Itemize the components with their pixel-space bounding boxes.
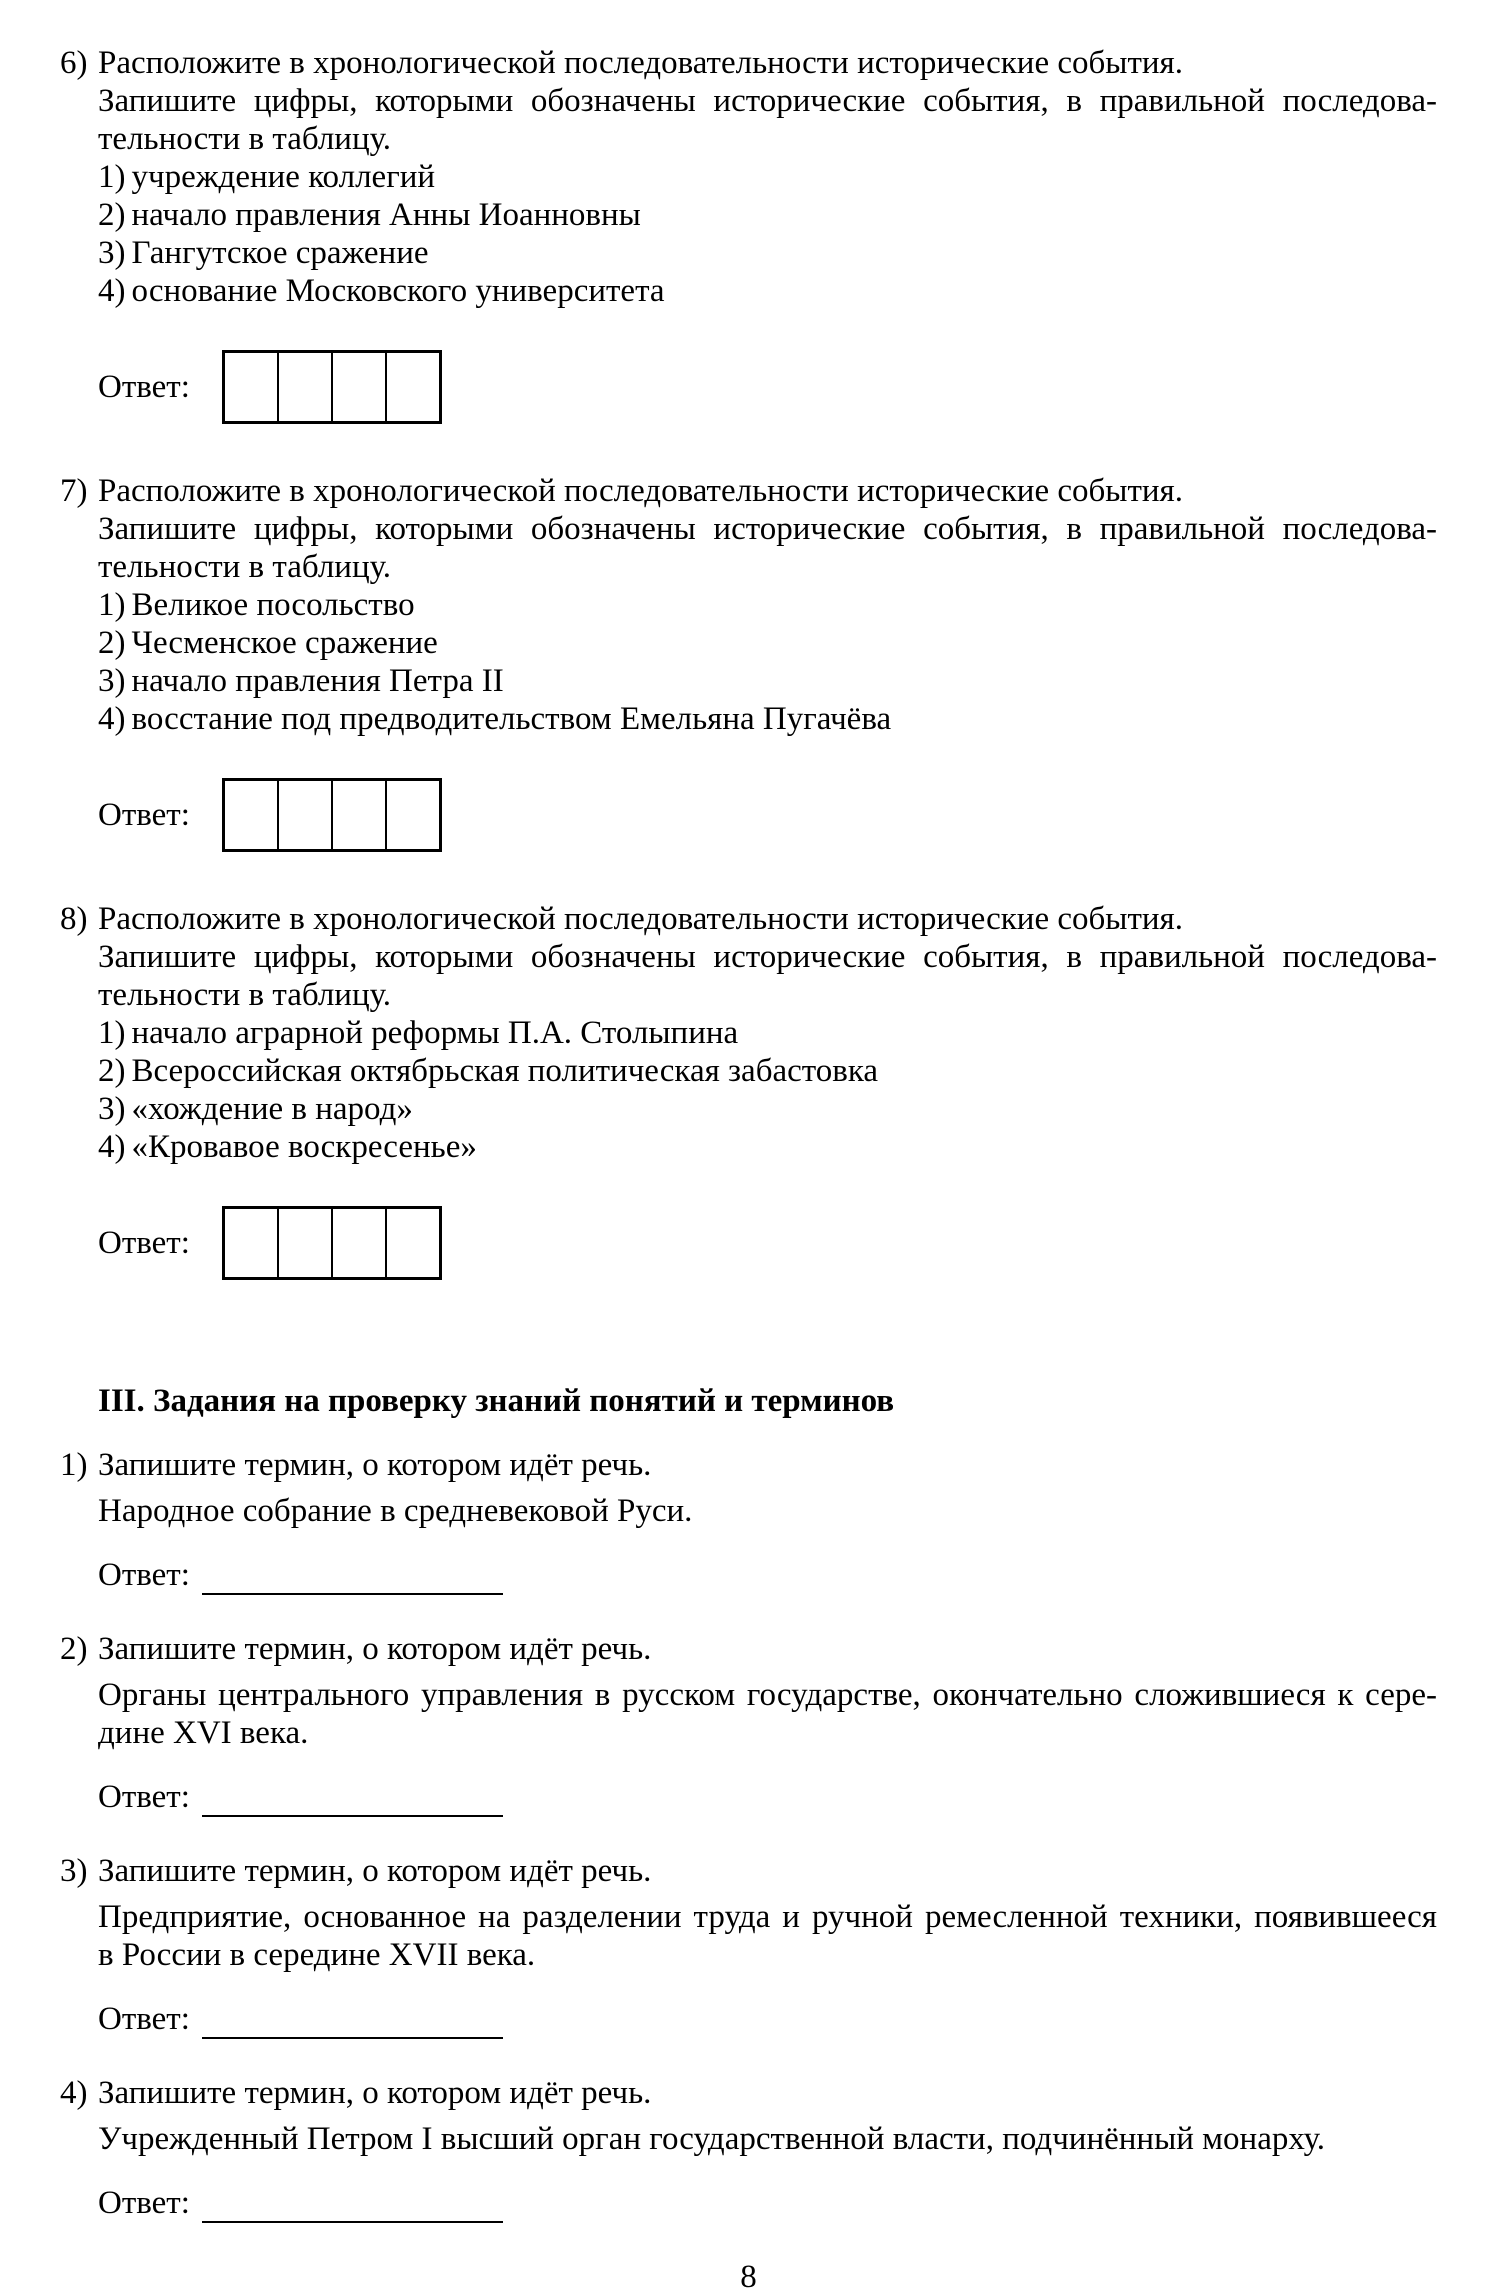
answer-blank-line[interactable] — [202, 1795, 503, 1817]
question-number: 1) — [60, 1447, 88, 1483]
option-item — [98, 196, 1437, 234]
term-question-2-description — [98, 1676, 1437, 1752]
answer-cell[interactable] — [385, 1209, 439, 1277]
option-number: 4) — [98, 701, 126, 737]
instruction-line: тельности в таблицу. — [98, 977, 392, 1013]
description-line: Народное собрание в средневековой Руси. — [98, 1493, 693, 1529]
term-question-2-title-line — [60, 1630, 1437, 1668]
answer-label: Ответ: — [98, 1557, 190, 1593]
answer-label: Ответ: — [98, 2185, 190, 2221]
answer-grid — [222, 1206, 442, 1280]
option-number: 1) — [98, 587, 126, 623]
answer-cell[interactable] — [331, 781, 385, 849]
option-number: 3) — [98, 235, 126, 271]
option-item — [98, 1128, 1437, 1166]
description-line: дине XVI века. — [98, 1715, 309, 1751]
answer-row — [98, 1206, 1437, 1280]
description-line: Учрежденный Петром I высший орган государственной власти, подчинённый монарху. — [98, 2121, 1326, 2157]
instruction-line: Запишите цифры, которыми обозначены исторические события, в правильной последова- — [98, 939, 1437, 975]
term-question-4-title-line — [60, 2074, 1437, 2112]
option-text: начало правления Анны Иоанновны — [131, 197, 641, 233]
answer-grid — [222, 350, 442, 424]
answer-cell[interactable] — [277, 1209, 331, 1277]
question-7-body — [98, 510, 1437, 738]
question-6-title-line — [60, 44, 1437, 82]
question-number: 2) — [60, 1631, 88, 1667]
option-number: 1) — [98, 1015, 126, 1051]
question-7 — [60, 472, 1437, 900]
term-question-1-title-line — [60, 1446, 1437, 1484]
question-8-title-line — [60, 900, 1437, 938]
description-line: Предприятие, основанное на разделении труда и ручной ремесленной техники, появившееся — [98, 1899, 1437, 1935]
option-text: учреждение коллегий — [131, 159, 436, 195]
option-number: 2) — [98, 197, 126, 233]
option-text: Гангутское сражение — [131, 235, 429, 271]
option-item — [98, 158, 1437, 196]
answer-cell[interactable] — [385, 781, 439, 849]
answer-row — [98, 778, 1437, 852]
option-number: 4) — [98, 1129, 126, 1165]
answer-cell[interactable] — [225, 1209, 277, 1277]
option-item — [98, 234, 1437, 272]
question-number: 7) — [60, 473, 88, 509]
question-7-title-line — [60, 472, 1437, 510]
option-number: 2) — [98, 1053, 126, 1089]
option-number: 3) — [98, 663, 126, 699]
instruction-line: тельности в таблицу. — [98, 121, 392, 157]
term-question-2 — [60, 1630, 1437, 1816]
section-heading: III. Задания на проверку знаний понятий и терминов — [98, 1383, 895, 1419]
description-line: Органы центрального управления в русском государстве, окончательно сложившиеся к сере- — [98, 1677, 1437, 1713]
option-text: «Кровавое воскресенье» — [131, 1129, 477, 1165]
option-number: 2) — [98, 625, 126, 661]
option-text: начало правления Петра II — [131, 663, 504, 699]
question-title: Расположите в хронологической последовательности исторические события. — [98, 45, 1183, 81]
answer-row — [98, 1778, 1437, 1816]
option-text: «хождение в народ» — [131, 1091, 413, 1127]
answer-blank-line[interactable] — [202, 2201, 503, 2223]
option-item — [98, 700, 1437, 738]
question-title: Запишите термин, о котором идёт речь. — [98, 1631, 652, 1667]
term-question-4 — [60, 2074, 1437, 2222]
description-line: в России в середине XVII века. — [98, 1937, 536, 1973]
answer-cell[interactable] — [225, 781, 277, 849]
answer-cell[interactable] — [331, 353, 385, 421]
answer-row — [98, 2000, 1437, 2038]
answer-grid — [222, 778, 442, 852]
answer-row — [98, 2184, 1437, 2222]
answer-cell[interactable] — [277, 781, 331, 849]
question-title: Расположите в хронологической последовательности исторические события. — [98, 901, 1183, 937]
option-text: восстание под предводительством Емельяна Пугачёва — [131, 701, 892, 737]
question-8 — [60, 900, 1437, 1328]
option-item — [98, 624, 1437, 662]
term-question-3-description — [98, 1898, 1437, 1974]
option-text: Великое посольство — [131, 587, 415, 623]
question-title: Запишите термин, о котором идёт речь. — [98, 1447, 652, 1483]
option-item — [98, 1014, 1437, 1052]
answer-row — [98, 1556, 1437, 1594]
question-8-body — [98, 938, 1437, 1166]
answer-label: Ответ: — [98, 2001, 190, 2037]
option-item — [98, 586, 1437, 624]
term-question-4-description — [98, 2120, 1437, 2158]
term-question-1 — [60, 1446, 1437, 1594]
option-item — [98, 1090, 1437, 1128]
term-question-3-title-line — [60, 1852, 1437, 1890]
question-6-body — [98, 82, 1437, 310]
question-title: Расположите в хронологической последовательности исторические события. — [98, 473, 1183, 509]
answer-label: Ответ: — [98, 797, 190, 833]
question-number: 4) — [60, 2075, 88, 2111]
page-footer — [60, 2258, 1437, 2296]
instruction-line: Запишите цифры, которыми обозначены исторические события, в правильной последова- — [98, 83, 1437, 119]
option-text: начало аграрной реформы П.А. Столыпина — [131, 1015, 739, 1051]
answer-blank-line[interactable] — [202, 2017, 503, 2039]
question-number: 8) — [60, 901, 88, 937]
question-title: Запишите термин, о котором идёт речь. — [98, 2075, 652, 2111]
answer-cell[interactable] — [385, 353, 439, 421]
question-number: 3) — [60, 1853, 88, 1889]
answer-label: Ответ: — [98, 1225, 190, 1261]
page-number: 8 — [740, 2259, 757, 2295]
option-number: 4) — [98, 273, 126, 309]
term-question-1-description — [98, 1492, 1437, 1530]
option-number: 1) — [98, 159, 126, 195]
term-question-3 — [60, 1852, 1437, 2038]
question-6 — [60, 44, 1437, 472]
answer-label: Ответ: — [98, 1779, 190, 1815]
question-title: Запишите термин, о котором идёт речь. — [98, 1853, 652, 1889]
option-item — [98, 1052, 1437, 1090]
instruction-line: тельности в таблицу. — [98, 549, 392, 585]
option-text: Чесменское сражение — [131, 625, 438, 661]
instruction-line: Запишите цифры, которыми обозначены исторические события, в правильной последова- — [98, 511, 1437, 547]
answer-row — [98, 350, 1437, 424]
question-number: 6) — [60, 45, 88, 81]
option-text: основание Московского университета — [131, 273, 665, 309]
option-item — [98, 272, 1437, 310]
answer-label: Ответ: — [98, 369, 190, 405]
option-number: 3) — [98, 1091, 126, 1127]
option-item — [98, 662, 1437, 700]
answer-cell[interactable] — [225, 353, 277, 421]
option-text: Всероссийская октябрьская политическая забастовка — [131, 1053, 879, 1089]
answer-cell[interactable] — [277, 353, 331, 421]
answer-blank-line[interactable] — [202, 1573, 503, 1595]
answer-cell[interactable] — [331, 1209, 385, 1277]
